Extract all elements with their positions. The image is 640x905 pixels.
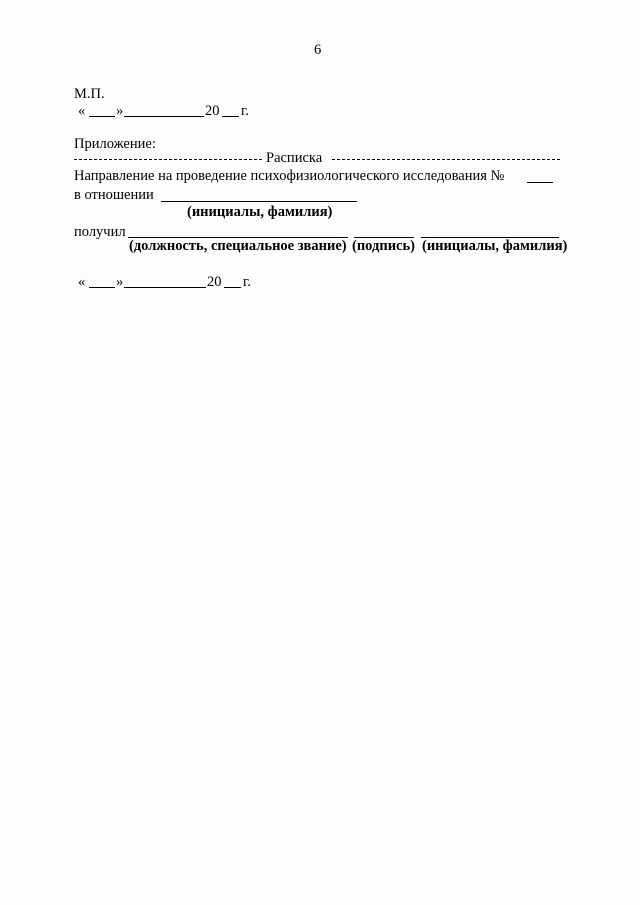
signature-caption: (подпись) bbox=[352, 238, 415, 254]
position-rank-caption: (должность, специальное звание) bbox=[129, 238, 347, 254]
initials-name-caption: (инициалы, фамилия) bbox=[187, 204, 333, 220]
year-blank bbox=[222, 116, 239, 117]
year-prefix: 20 bbox=[205, 103, 220, 119]
page-number: 6 bbox=[314, 42, 322, 58]
month2-blank bbox=[124, 287, 206, 288]
received-label: получил bbox=[74, 224, 126, 240]
year2-suffix: г. bbox=[243, 274, 251, 290]
month-blank bbox=[124, 116, 204, 117]
direction-text: Направление на проведение психофизиологического исследования № bbox=[74, 168, 505, 184]
regarding-blank bbox=[161, 201, 357, 202]
date-open-quote: « bbox=[78, 103, 86, 119]
year2-blank bbox=[224, 287, 241, 288]
dash-line-left bbox=[74, 159, 262, 160]
initials-caption: (инициалы, фамилия) bbox=[422, 238, 568, 254]
year-suffix: г. bbox=[241, 103, 249, 119]
date2-close-quote: » bbox=[116, 274, 124, 290]
year2-prefix: 20 bbox=[207, 274, 222, 290]
date-close-quote: » bbox=[116, 103, 124, 119]
appendix-label: Приложение: bbox=[74, 136, 156, 152]
regarding-label: в отношении bbox=[74, 187, 154, 203]
number-blank bbox=[527, 182, 553, 183]
day2-blank bbox=[89, 287, 115, 288]
day-blank bbox=[89, 116, 115, 117]
date2-open-quote: « bbox=[78, 274, 86, 290]
seal-label: М.П. bbox=[74, 86, 105, 102]
receipt-title: Расписка bbox=[266, 150, 323, 166]
dash-line-right bbox=[332, 159, 560, 160]
